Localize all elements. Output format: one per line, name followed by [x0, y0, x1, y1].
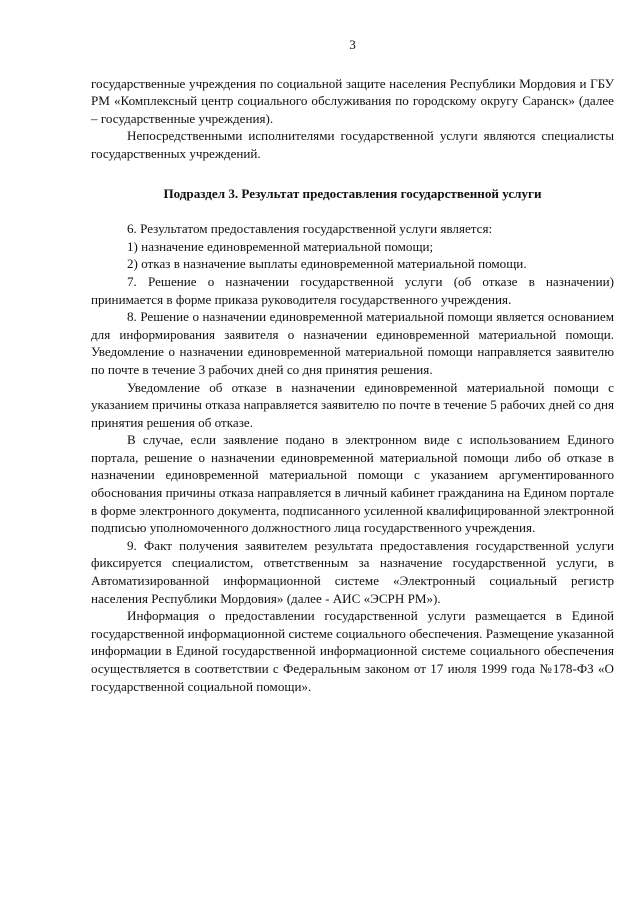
paragraph-electronic-application: В случае, если заявление подано в электронном виде с использованием Единого портала, решение о назначении единовременной материальной помощи либо об отказе в назначении единовременной материальной помощи с указанием аргументированного обоснования причины отказа направляется в личный кабинет гражданина на Едином портале в форме электронного документа, подписанного усиленной квалифицированной электронной подписью уполномоченного должностного лица государственного учреждения. — [91, 432, 614, 536]
paragraph-item-7: 7. Решение о назначении государственной услуги (об отказе в назначении) принимается в форме приказа руководителя государственного учреждения. — [91, 273, 614, 307]
paragraph-item-8: 8. Решение о назначении единовременной материальной помощи является основанием для информирования заявителя о назначении единовременной материальной помощи. Уведомление о назначении единовременной материальной помощи направляется заявителю по почте в течение 3 рабочих дней со дня принятия решения. — [91, 309, 614, 377]
section-heading: Подраздел 3. Результат предоставления государственной услуги — [163, 185, 542, 201]
paragraph-item-6-1: 1) назначение единовременной материальной помощи; — [127, 238, 434, 254]
paragraph-refusal-notice: Уведомление об отказе в назначении единовременной материальной помощи с указанием причины отказа направляется заявителю по почте в течение 5 рабочих дней со дня принятия решения об отказе. — [91, 379, 614, 430]
page-number: 3 — [349, 37, 356, 52]
paragraph-executors: Непосредственными исполнителями государственной услуги являются специалисты государственных учреждений. — [91, 128, 614, 161]
document-page — [91, 36, 614, 695]
paragraph-information-placement: Информация о предоставлении государственной услуги размещается в Единой государственной информационной системе социального обеспечения. Размещение указанной информации в Единой государственной информационной системе социального обеспечения осуществляется в соответствии с Федеральным законом от 17 июля 1999 года №178-ФЗ «О государственной социальной помощи». — [91, 608, 614, 694]
paragraph-item-6-2: 2) отказ в назначение выплаты единовременной материальной помощи. — [127, 256, 527, 272]
paragraph-continuation: государственные учреждения по социальной защите населения Республики Мордовия и ГБУ РМ «Комплексный центр социального обслуживания по городскому округу Саранск» (далее – государственные учреждения). — [91, 75, 614, 126]
paragraph-item-6: 6. Результатом предоставления государственной услуги является: — [127, 221, 493, 237]
paragraph-item-9: 9. Факт получения заявителем результата предоставления государственной услуги фиксируется специалистом, ответственным за назначение государственной услуги, в Автоматизированной информационной системе «Электронный социальный регистр населения Республики Мордовия» (далее - АИС «ЭСРН РМ»). — [91, 537, 614, 606]
